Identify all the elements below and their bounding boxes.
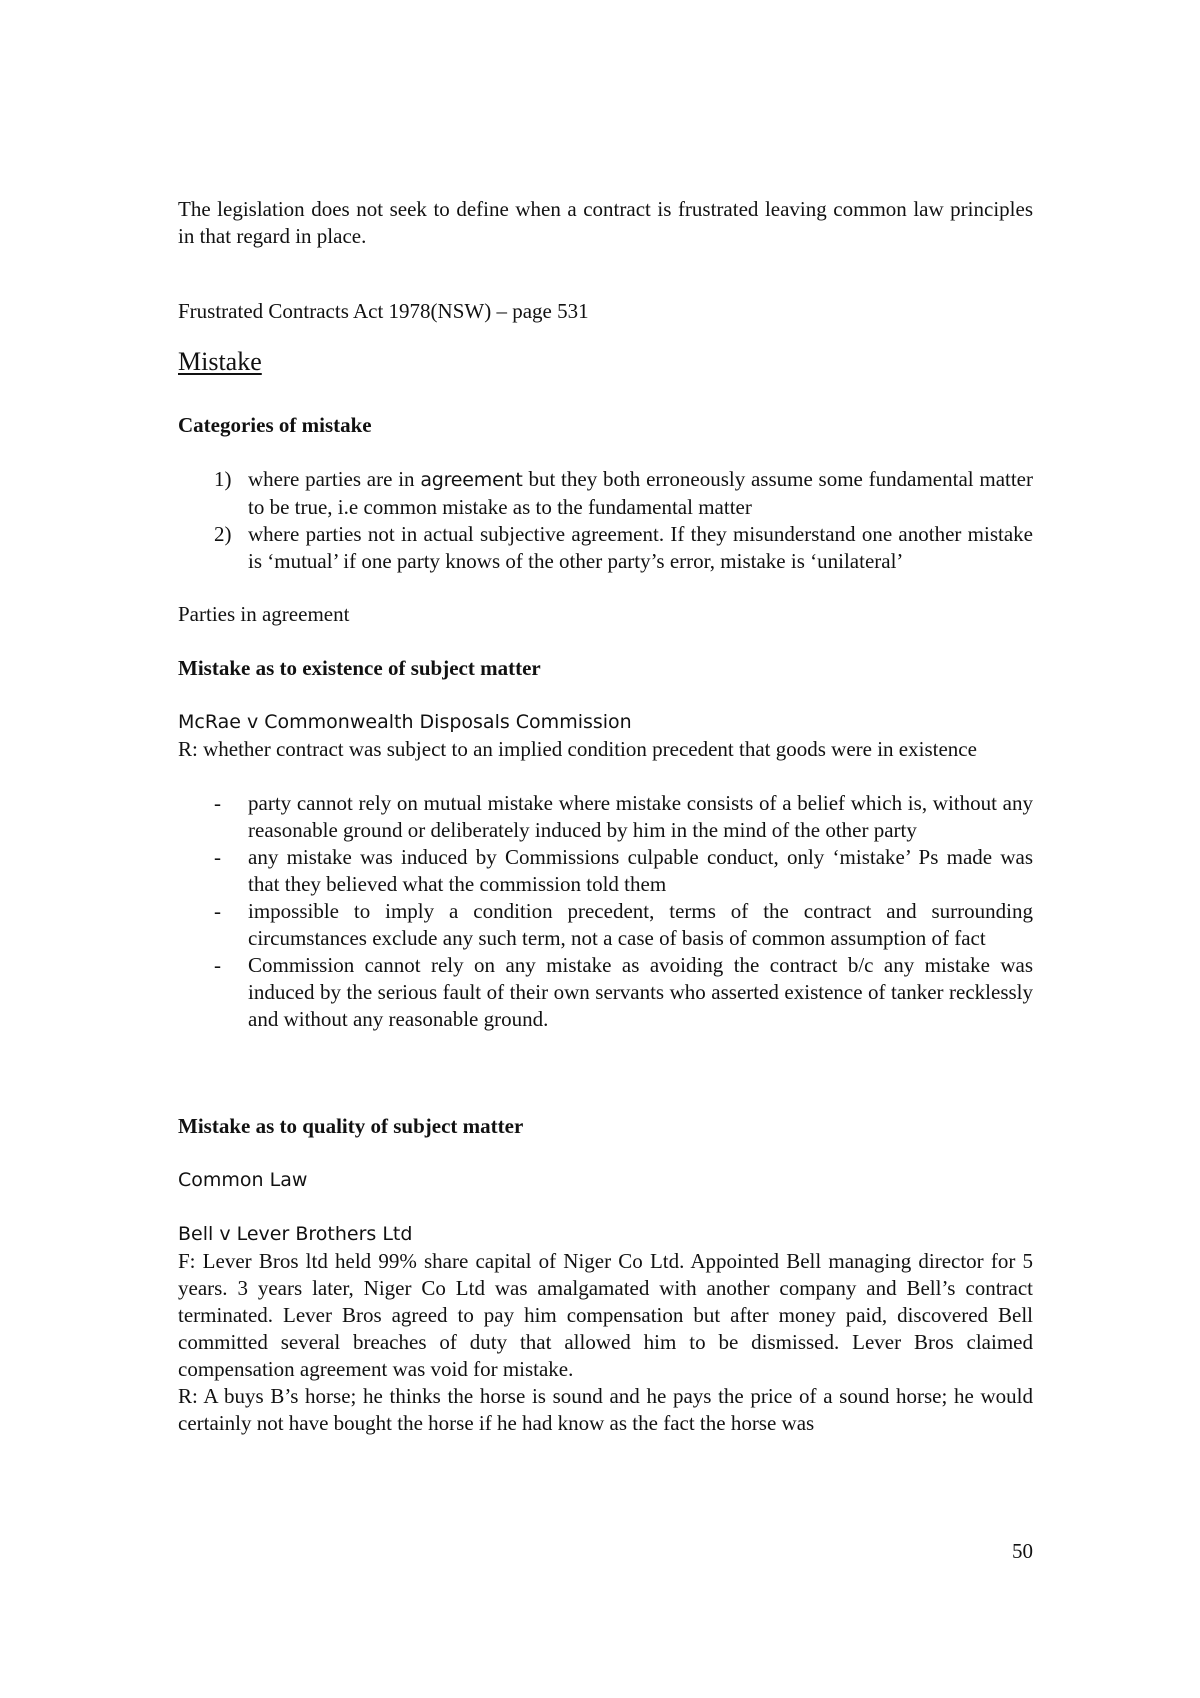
categories-heading: Categories of mistake xyxy=(178,413,372,437)
mcrae-points xyxy=(178,790,1033,1033)
categories-list xyxy=(178,466,1033,575)
list-item-text: impossible to imply a condition precedent, terms of the contract and surrounding circumstances exclude any such term, not a case of basis of common assumption of fact xyxy=(248,899,1033,950)
list-item-text-after: but they both erroneously assume some fundamental matter to be true, i.e common mistake as to the fundamental matter xyxy=(248,467,1033,519)
quality-heading: Mistake as to quality of subject matter xyxy=(178,1114,524,1138)
list-item-text: where parties not in actual subjective agreement. If they misunderstand one another mistake is ‘mutual’ if one party knows of the other party’s error, mistake is ‘unilateral’ xyxy=(248,522,1033,573)
act-reference: Frustrated Contracts Act 1978(NSW) – page 531 xyxy=(178,299,589,323)
list-item: - party cannot rely on mutual mistake where mistake consists of a belief which is, without any reasonable ground or deliberately induced by him in the mind of the other party xyxy=(214,791,1033,842)
list-item: - Commission cannot rely on any mistake as avoiding the contract b/c any mistake was induced by the serious fault of their own servants who asserted existence of tanker recklessly and without any reasonable ground. xyxy=(214,953,1033,1031)
list-marker: 1) xyxy=(214,467,232,491)
list-marker: 2) xyxy=(214,522,232,546)
list-item-emphasis: agreement xyxy=(420,469,523,491)
bell-facts: F: Lever Bros ltd held 99% share capital of Niger Co Ltd. Appointed Bell managing director for 5 years. 3 years later, Niger Co Ltd was amalgamated with another company and Bell’s contract terminated. Lever Bros agreed to pay him compensation but after money paid, discovered Bell committed several breaches of duty that allowed him to be dismissed. Lever Bros claimed compensation agreement was void for mistake. xyxy=(178,1249,1033,1381)
parties-in-agreement: Parties in agreement xyxy=(178,602,350,626)
list-item xyxy=(178,466,1033,521)
list-item-text: Commission cannot rely on any mistake as avoiding the contract b/c any mistake was induced by the serious fault of their own servants who asserted existence of tanker recklessly and without any reasonable ground. xyxy=(248,953,1033,1031)
case-name-bell: Bell v Lever Brothers Ltd xyxy=(178,1223,413,1245)
intro-paragraph: The legislation does not seek to define when a contract is frustrated leaving common law principles in that regard in place. xyxy=(178,197,1033,248)
page-number: 50 xyxy=(1012,1539,1033,1563)
case-name-mcrae: McRae v Commonwealth Disposals Commission xyxy=(178,711,632,733)
bell-reasoning: R: A buys B’s horse; he thinks the horse is sound and he pays the price of a sound horse; he would certainly not have bought the horse if he had know as the fact the horse was xyxy=(178,1384,1033,1435)
section-title: Mistake xyxy=(178,347,262,376)
existence-heading: Mistake as to existence of subject matter xyxy=(178,656,541,680)
list-item-text-before: where parties are in xyxy=(248,467,421,491)
mcrae-reasoning: R: whether contract was subject to an implied condition precedent that goods were in existence xyxy=(178,737,977,761)
list-item-text: party cannot rely on mutual mistake where mistake consists of a belief which is, without any reasonable ground or deliberately induced by him in the mind of the other party xyxy=(248,791,1033,842)
list-item-text: any mistake was induced by Commissions culpable conduct, only ‘mistake’ Ps made was that they believed what the commission told them xyxy=(248,845,1033,896)
common-law-label: Common Law xyxy=(178,1169,308,1191)
list-item: - impossible to imply a condition precedent, terms of the contract and surrounding circumstances exclude any such term, not a case of basis of common assumption of fact xyxy=(214,899,1033,950)
list-item xyxy=(178,521,1033,575)
list-item: - any mistake was induced by Commissions culpable conduct, only ‘mistake’ Ps made was that they believed what the commission told them xyxy=(214,845,1033,896)
